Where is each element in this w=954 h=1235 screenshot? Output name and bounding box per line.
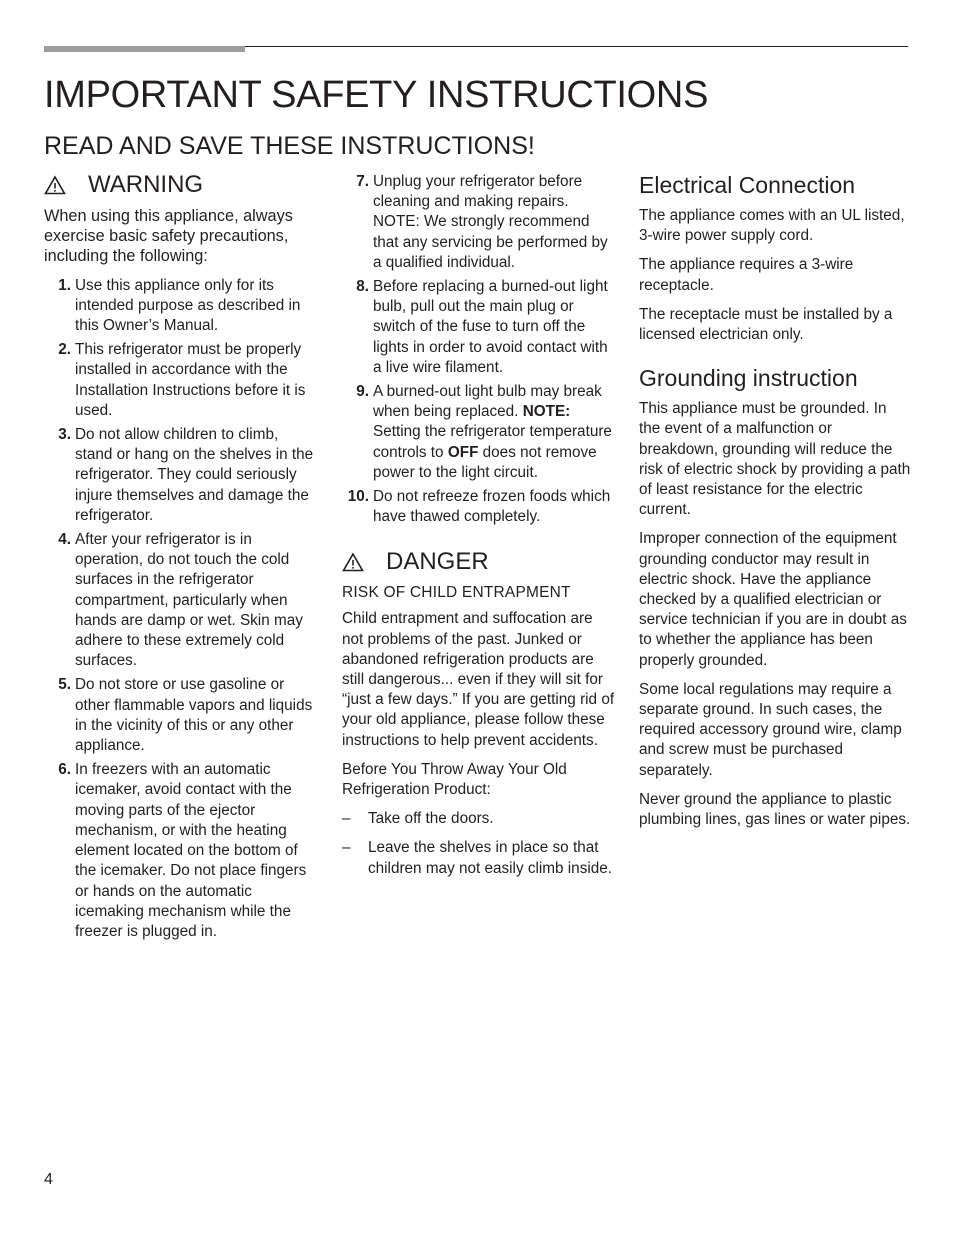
warning-triangle-icon xyxy=(342,552,364,572)
page-number: 4 xyxy=(44,1171,53,1188)
warning-column xyxy=(44,170,318,946)
list-item: – Take off the doors. xyxy=(342,809,616,829)
grounding-paragraph: Never ground the appliance to plastic plumbing lines, gas lines or water pipes. xyxy=(639,790,911,829)
grounding-paragraph: This appliance must be grounded. In the event of a malfunction or breakdown, grounding will reduce the risk of electric shock by providing a path of least resistance for the electric current. xyxy=(639,400,911,519)
grounding-paragraph: Some local regulations may require a separate ground. In such cases, the required accessory ground wire, clamp and screw must be purchased separately. xyxy=(639,680,902,779)
before-disposal-text: Before You Throw Away Your Old Refrigeration Product: xyxy=(342,760,567,799)
warning-intro: When using this appliance, always exercise basic safety precautions, including the following: xyxy=(44,207,293,266)
electrical-heading: Electrical Connection xyxy=(639,172,856,198)
list-item: 7. Unplug your refrigerator before cleaning and making repairs. NOTE: We strongly recommend that any servicing be performed by a qualified individual. xyxy=(356,173,608,271)
list-item: 4. After your refrigerator is in operation, do not touch the cold surfaces in the refrigerator compartment, particularly when hands are damp or wet. Skin may adhere to these extremely cold surfaces. xyxy=(58,531,303,670)
electrical-column xyxy=(639,170,911,830)
list-item: – Leave the shelves in place so that children may not easily climb inside. xyxy=(342,838,616,878)
list-item: 9. A burned-out light bulb may break when being replaced. NOTE: Setting the refrigerator temperature controls to OFF does not remove power to the light circuit. xyxy=(356,383,612,481)
danger-heading xyxy=(342,547,616,577)
list-item: 2. This refrigerator must be properly installed in accordance with the Installation Instructions before it is used. xyxy=(58,341,306,419)
page-title: IMPORTANT SAFETY INSTRUCTIONS xyxy=(44,74,709,116)
list-item: 6. In freezers with an automatic icemaker, avoid contact with the moving parts of the ejector mechanism, or with the heating element located on the bottom of the icemaker. Do not place fingers or hands on the automatic icemaking mechanism while the freezer is plugged in. xyxy=(58,761,307,940)
list-item: 5. Do not store or use gasoline or other flammable vapors and liquids in the vicinity of this or any other appliance. xyxy=(58,676,313,755)
page-subtitle: READ AND SAVE THESE INSTRUCTIONS! xyxy=(44,132,535,160)
warning-heading xyxy=(44,170,318,200)
top-rule-accent xyxy=(44,46,245,52)
danger-heading-text: DANGER xyxy=(386,548,489,576)
danger-section xyxy=(342,547,616,878)
warning-list-part-2 xyxy=(342,172,616,527)
danger-paragraph: Child entrapment and suffocation are not problems of the past. Junked or abandoned refrigeration products are still dangerous... even if they will sit for “just a few days.” If you are getting rid of your old appliance, please follow these instructions to help prevent accidents. xyxy=(342,610,615,749)
list-item: 8. Before replacing a burned-out light bulb, pull out the main plug or switch of the fuse to turn off the lights in order to avoid contact with a live wire filament. xyxy=(356,278,608,376)
warning-list-part-1 xyxy=(44,276,318,943)
grounding-heading: Grounding instruction xyxy=(639,365,858,392)
list-item: 10. Do not refreeze frozen foods which have thawed completely. xyxy=(347,488,611,526)
list-item: 1. Use this appliance only for its intended purpose as described in this Owner’s Manual. xyxy=(58,276,301,335)
warning-danger-column xyxy=(342,170,616,888)
warning-heading-text: WARNING xyxy=(88,171,204,198)
disposal-steps xyxy=(342,809,616,879)
list-item: 3. Do not allow children to climb, stand or hang on the shelves in the refrigerator. They could seriously injure themselves and damage the refrigerator. xyxy=(58,426,314,524)
grounding-paragraph: Improper connection of the equipment grounding conductor may result in electric shock. Have the appliance checked by a qualified electrician or service technician if you are in doubt as to whether the appliance has been properly grounded. xyxy=(639,530,907,669)
warning-triangle-icon xyxy=(44,175,66,195)
risk-title: RISK OF CHILD ENTRAPMENT xyxy=(342,584,571,602)
electrical-paragraph: The appliance comes with an UL listed, 3-wire power supply cord. xyxy=(639,207,905,245)
electrical-paragraph: The receptacle must be installed by a licensed electrician only. xyxy=(639,305,893,344)
electrical-paragraph: The appliance requires a 3-wire receptacle. xyxy=(639,256,854,294)
